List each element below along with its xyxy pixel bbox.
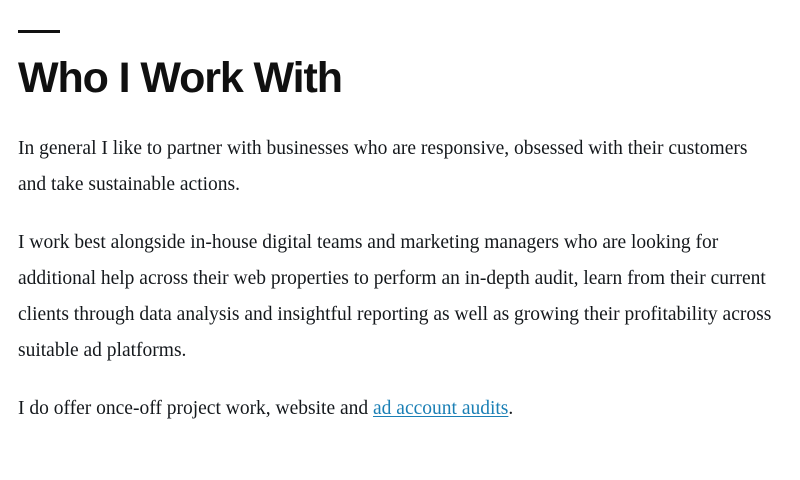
page-title: Who I Work With <box>18 54 342 102</box>
article-page <box>0 30 800 480</box>
paragraph-3 <box>18 391 780 427</box>
paragraph-2: I work best alongside in-house digital teams and marketing managers who are looking for additional help across their web properties to perform an in-depth audit, learn from their current clients through data analysis and insightful reporting as well as growing their profitability across suitable ad platforms. <box>18 232 772 362</box>
article-body <box>18 131 782 427</box>
title-divider-rule <box>18 30 60 33</box>
paragraph-3-lead: I do offer once-off project work, website and <box>18 398 374 420</box>
ad-account-audits-link[interactable]: ad account audits <box>373 398 509 420</box>
paragraph-3-trail: . <box>508 398 514 420</box>
paragraph-1: In general I like to partner with businesses who are responsive, obsessed with their customers and take sustainable actions. <box>18 138 748 196</box>
